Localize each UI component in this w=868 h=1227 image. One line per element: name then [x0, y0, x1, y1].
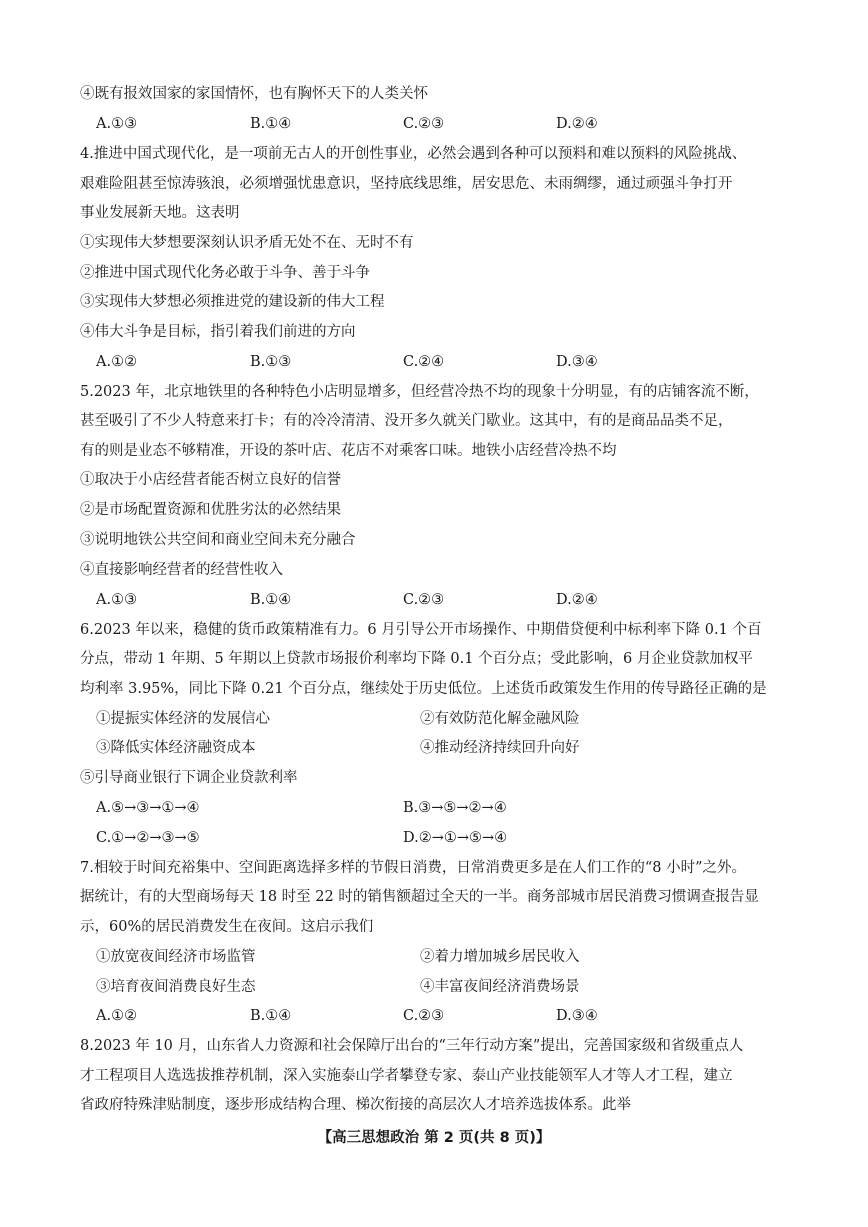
option-b: B.①④ [250, 592, 292, 608]
option-c: C.②③ [403, 1008, 445, 1024]
q4-statement: ③实现伟大梦想必须推进党的建设新的伟大工程 [80, 294, 385, 310]
option-c: C.②③ [403, 592, 445, 608]
option-b: B.①③ [250, 354, 292, 370]
q7-statement: ③培育夜间消费良好生态 [96, 979, 256, 995]
q6-statement: ①提振实体经济的发展信心 [96, 711, 270, 727]
option-d: D.②④ [556, 592, 598, 608]
q4-stem-line: 4.推进中国式现代化，是一项前无古人的开创性事业，必然会遇到各种可以预料和难以预料的风险挑战、 [80, 146, 747, 162]
option-a: A.①② [96, 1008, 138, 1024]
q4-stem-line: 事业发展新天地。这表明 [80, 205, 240, 221]
q7-stem-line: 7.相较于时间充裕集中、空间距离选择多样的节假日消费，日常消费更多是在人们工作的“8 小时”之外。 [80, 860, 746, 876]
option-d: D.③④ [556, 1008, 598, 1024]
q8-stem-line: 才工程项目人选选拔推荐机制，深入实施泰山学者攀登专家、泰山产业技能领军人才等人才工程，建立 [80, 1068, 733, 1084]
option-a: A.①② [96, 354, 138, 370]
option-c: C.②④ [403, 354, 445, 370]
option-b: B.①④ [250, 116, 292, 132]
q7-stem-line: 据统计，有的大型商场每天 18 时至 22 时的销售额超过全天的一半。商务部城市居民消费习惯调查报告显 [80, 889, 759, 905]
option-a: A.⑤→③→①→④ [96, 800, 200, 816]
q5-statement: ②是市场配置资源和优胜劣汰的必然结果 [80, 502, 341, 518]
q6-statement: ⑤引导商业银行下调企业贷款利率 [80, 770, 298, 786]
q5-statement: ④直接影响经营者的经营性收入 [80, 562, 283, 578]
q4-statement: ②推进中国式现代化务必敢于斗争、善于斗争 [80, 265, 370, 281]
q5-statement: ①取决于小店经营者能否树立良好的信誉 [80, 472, 341, 488]
q4-stem-line: 艰难险阻甚至惊涛骇浪，必须增强忧患意识，坚持底线思维，居安思危、未雨绸缪，通过顽强斗争打开 [80, 176, 733, 192]
option-b: B.③→⑤→②→④ [403, 800, 507, 816]
option-a: A.①③ [96, 592, 138, 608]
q5-stem-line: 甚至吸引了不少人特意来打卡；有的冷冷清清、没开多久就关门歇业。这其中，有的是商品品类不足， [80, 413, 733, 429]
option-d: D.③④ [556, 354, 598, 370]
q8-stem-line: 省政府特殊津贴制度，逐步形成结构合理、梯次衔接的高层次人才培养选拔体系。此举 [80, 1097, 631, 1113]
q5-statement: ③说明地铁公共空间和商业空间未充分融合 [80, 532, 356, 548]
q4-statement: ①实现伟大梦想要深刻认识矛盾无处不在、无时不有 [80, 235, 414, 251]
page-footer: 【高三思想政治 第 2 页(共 8 页)】 [317, 1130, 551, 1146]
statement-line: ④既有报效国家的家国情怀，也有胸怀天下的人类关怀 [80, 86, 428, 102]
q6-statement: ③降低实体经济融资成本 [96, 740, 256, 756]
q4-statement: ④伟大斗争是目标，指引着我们前进的方向 [80, 324, 356, 340]
q5-stem-line: 5.2023 年，北京地铁里的各种特色小店明显增多，但经营冷热不均的现象十分明显，有的店铺客流不断， [80, 384, 759, 400]
q5-stem-line: 有的则是业态不够精准，开设的茶叶店、花店不对乘客口味。地铁小店经营冷热不均 [80, 443, 617, 459]
q6-statement: ②有效防范化解金融风险 [420, 711, 580, 727]
q6-statement: ④推动经济持续回升向好 [420, 740, 580, 756]
q6-stem-line: 6.2023 年以来，稳健的货币政策精准有力。6 月引导公开市场操作、中期借贷便利中标利率下降 0.1 个百 [80, 622, 762, 638]
option-c: C.②③ [403, 116, 445, 132]
q7-statement: ①放宽夜间经济市场监管 [96, 949, 256, 965]
q7-statement: ④丰富夜间经济消费场景 [420, 979, 580, 995]
q7-stem-line: 示，60%的居民消费发生在夜间。这启示我们 [80, 919, 374, 935]
option-a: A.①③ [96, 116, 138, 132]
q6-stem-line: 均利率 3.95%，同比下降 0.21 个百分点，继续处于历史低位。上述货币政策发生作用的传导路径正确的是 [80, 681, 767, 697]
q6-stem-line: 分点，带动 1 年期、5 年期以上贷款市场报价利率均下降 0.1 个百分点；受此影响，6 月企业贷款加权平 [80, 651, 753, 667]
option-b: B.①④ [250, 1008, 292, 1024]
option-d: D.②④ [556, 116, 598, 132]
option-c: C.①→②→③→⑤ [96, 830, 200, 846]
q8-stem-line: 8.2023 年 10 月，山东省人力资源和社会保障厅出台的“三年行动方案”提出，完善国家级和省级重点人 [80, 1038, 744, 1054]
q7-statement: ②着力增加城乡居民收入 [420, 949, 580, 965]
option-d: D.②→①→⑤→④ [403, 830, 508, 846]
